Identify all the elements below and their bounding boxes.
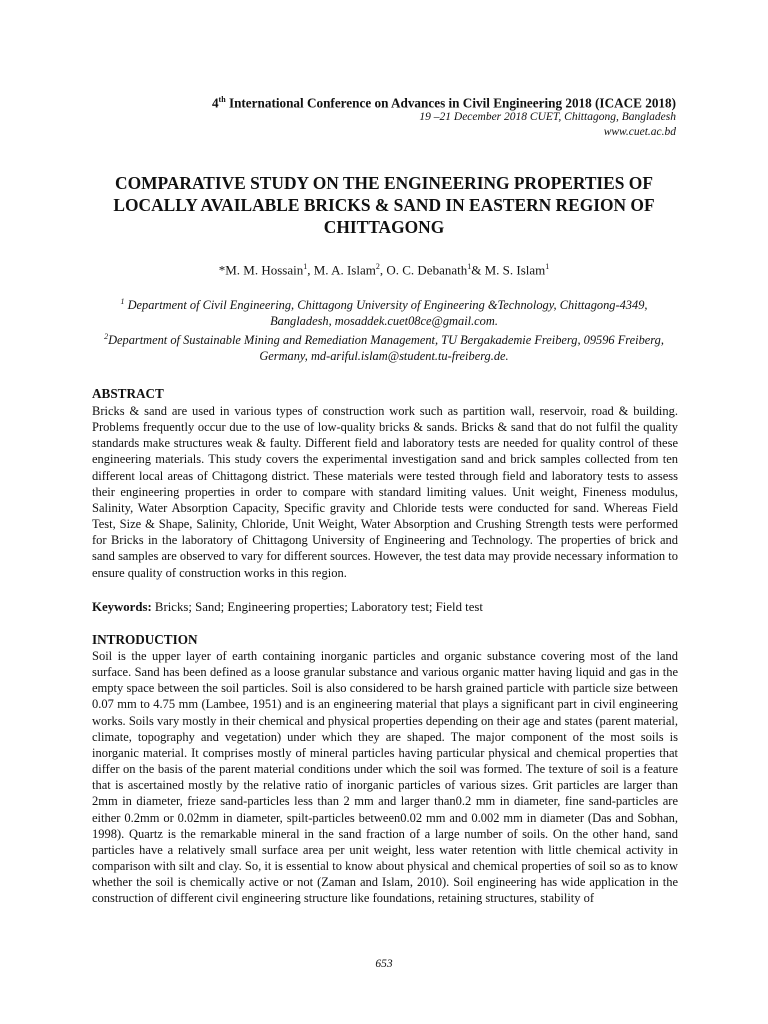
abstract-body: Bricks & sand are used in various types of construction work such as partition wall, reservoir, road & building. Problems frequently occur due to the use of low-quality bricks & sands. Bricks & sand that do not fulfil the quality standards make structures weak & faulty. Different field and laboratory tests are needed for quality control of these engineering materials. This study covers the experimental investigation sand and brick samples collected from ten different local areas of Chittagong district. These materials were tested through field and laboratory tests to assess their engineering properties in order to compare with standard limiting values. Unit weight, Fineness modulus, Salinity, Water Absorption Capacity, Specific gravity and Chloride tests were conducted for sand. Whereas Field Test, Size & Shape, Salinity, Chloride, Unit Weight, Water Absorption and Crushing Strength tests were performed for Bricks in the laboratory of Chittagong University of Engineering and Technology. The properties of brick and sand samples are observed to vary for different sources. However, the test data may provide necessary information to ensure quality of construction works in this region. [92, 404, 678, 580]
author-list [84, 262, 684, 278]
conference-title [212, 92, 676, 110]
author-separator: , [307, 262, 314, 278]
affiliation-text: Department of Sustainable Mining and Remediation Management, TU Bergakademie Freiberg, 09596 Freiberg, Germany, md-ariful.islam@student.tu-freiberg.de. [108, 333, 664, 364]
author-separator: , [379, 262, 387, 278]
page-number: 653 [375, 958, 393, 970]
author-affil-mark: 1 [545, 262, 550, 271]
affiliation-2 [90, 329, 678, 364]
conference-header [212, 92, 676, 140]
keywords-label: Keywords: [92, 600, 152, 614]
keywords-list: Bricks; Sand; Engineering properties; Laboratory test; Field test [151, 600, 483, 614]
conference-ordinal: 4 [211, 95, 219, 111]
author-affil-mark: 2 [375, 262, 380, 271]
affiliation-mark: 2 [104, 332, 109, 342]
introduction-heading: INTRODUCTION [92, 632, 198, 647]
introduction-body: Soil is the upper layer of earth containing inorganic particles and organic substance covering most of the land surface. Sand has been defined as a loose granular substance and various organic matter having liquid and gas in the empty space between the soil particles. Soil is also considered to be harsh grained particle with particle size between 0.07 mm to 4.75 mm (Lambee, 1951) and is an engineering material that plays a significant part in civil engineering works. Soils vary mostly in their chemical and physical properties depending on their age and states (parent material, climate, topography and vegetation) under which they are shaped. The major component of the most soils is inorganic material. It comprises mostly of mineral particles having particular physical and chemical properties that differ on the basis of the parent material conditions under which the soil was formed. The texture of soil is a feature that is ascertained mostly by the relative ratio of inorganic particles of various sizes. Grit particles are larger than 2mm in diameter, frieze sand-particles less than 2 mm and larger than0.2 mm in diameter, fine sand-particles are either 0.2mm or 0.02mm in diameter, spilt-particles between0.02 mm and 0.002 mm in diameter (Das and Sobhan, 1998). Quartz is the remarkable mineral in the sand fraction of a large number of soils. On the other hand, sand particles have a relatively small surface area per unit weight, less water retention with little chemical activity in comparison with silt and clay. So, it is essential to know about physical and chemical properties of soil so as to know whether the soil is chemically active or not (Zaman and Islam, 2010). Soil engineering has wide application in the construction of different civil engineering structure like foundations, retaining structures, stability of [92, 649, 678, 906]
author-affil-mark: 1 [303, 262, 308, 271]
author-name: M. S. Islam [484, 262, 546, 278]
paper-title: COMPARATIVE STUDY ON THE ENGINEERING PROPERTIES OF LOCALLY AVAILABLE BRICKS & SAND IN EASTERN REGION OF CHITTAGONG [113, 173, 655, 237]
affiliation-text: Department of Civil Engineering, Chittagong University of Engineering &Technology, Chittagong-4349, Bangladesh, mosaddek.cuet08ce@gmail.com. [124, 298, 648, 328]
conference-name: International Conference on Advances in Civil Engineering 2018 (ICACE 2018) [225, 95, 676, 111]
abstract-heading: ABSTRACT [92, 386, 164, 401]
author-separator: & [471, 262, 485, 278]
author-name: *M. M. Hossain [218, 262, 304, 278]
keywords [92, 600, 678, 615]
author-name: O. C. Debanath [386, 262, 468, 278]
affiliation-mark: 1 [120, 297, 125, 306]
affiliation-1 [90, 294, 678, 329]
conference-dates: 19 –21 December 2018 CUET, Chittagong, Bangladesh [419, 111, 676, 124]
conference-website: www.cuet.ac.bd [603, 126, 676, 139]
affiliations [90, 294, 678, 365]
author-affil-mark: 1 [467, 262, 472, 271]
author-name: M. A. Islam [313, 262, 376, 278]
conference-ordinal-suffix: th [218, 95, 226, 104]
